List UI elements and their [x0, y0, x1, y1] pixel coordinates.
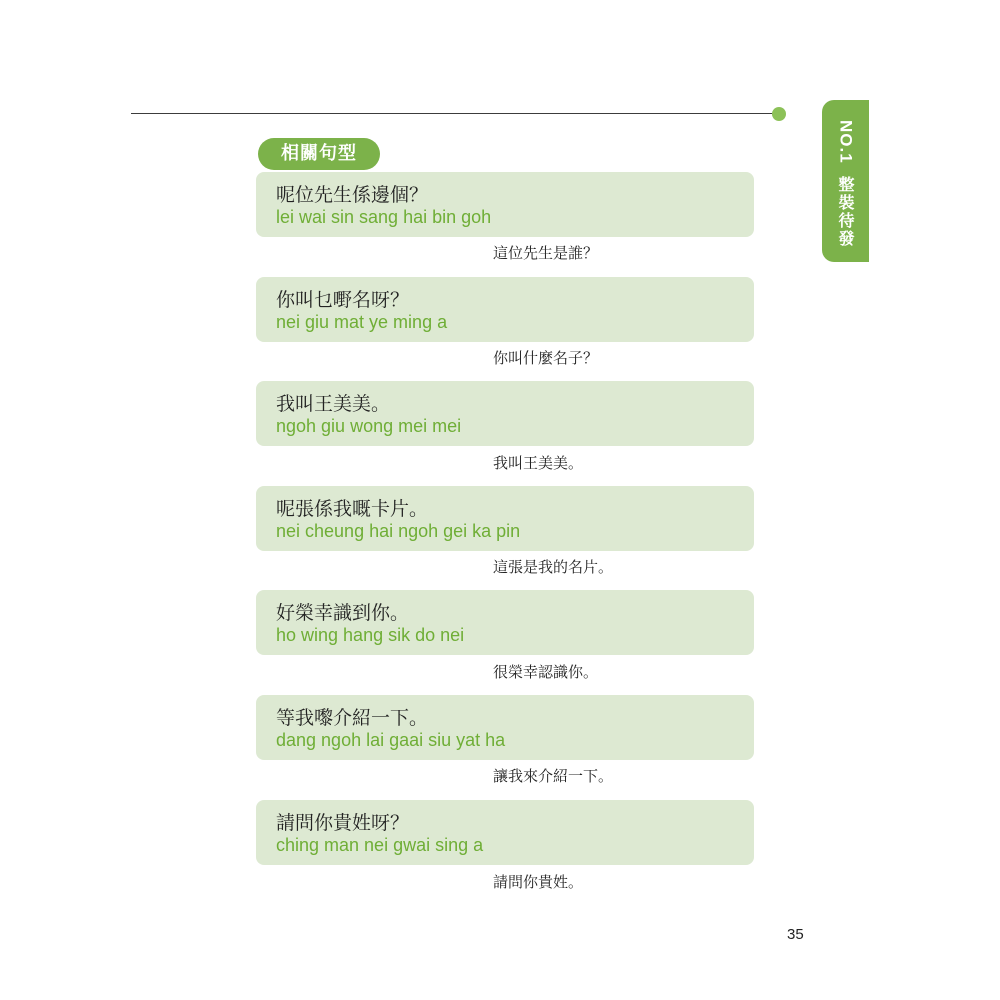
phrase-cantonese: 你叫乜嘢名呀？ [276, 289, 410, 311]
phrase-romanization: nei giu mat ye ming a [276, 312, 448, 332]
phrase-translation: 讓我來介紹一下。 [493, 767, 614, 785]
phrase-cantonese: 等我嚟介紹一下。 [276, 707, 429, 729]
phrase-romanization: lei wai sin sang hai bin goh [276, 207, 492, 227]
phrase-romanization: ngoh giu wong mei mei [276, 416, 462, 436]
phrase-cantonese: 呢張係我嘅卡片。 [276, 498, 429, 520]
phrase-card [256, 800, 754, 865]
phrase-card [256, 486, 754, 551]
phrase-translation: 我叫王美美。 [493, 454, 584, 472]
chapter-tab [822, 100, 869, 262]
chapter-number: NO.1 [836, 120, 856, 164]
phrase-romanization: dang ngoh lai gaai siu yat ha [276, 730, 506, 750]
phrase-card [256, 590, 754, 655]
phrase-romanization: ching man nei gwai sing a [276, 835, 484, 855]
chapter-title: 整裝待發 [836, 175, 855, 248]
section-label: 相關句型 [258, 138, 380, 170]
phrase-card [256, 277, 754, 342]
phrase-translation: 很榮幸認識你。 [493, 663, 599, 681]
header-rule [131, 113, 778, 114]
phrase-translation: 你叫什麼名子？ [493, 349, 599, 367]
phrase-cantonese: 呢位先生係邊個？ [276, 184, 429, 206]
page-number: 35 [787, 926, 804, 943]
header-rule-dot [772, 107, 786, 121]
phrase-translation: 這張是我的名片。 [493, 558, 614, 576]
phrase-cantonese: 請問你貴姓呀？ [276, 812, 410, 834]
phrase-translation: 這位先生是誰？ [493, 244, 599, 262]
phrase-romanization: nei cheung hai ngoh gei ka pin [276, 521, 521, 541]
phrase-card [256, 172, 754, 237]
phrase-card [256, 381, 754, 446]
phrase-cantonese: 好榮幸識到你。 [276, 602, 410, 624]
phrase-translation: 請問你貴姓。 [493, 873, 584, 891]
phrase-card [256, 695, 754, 760]
phrase-romanization: ho wing hang sik do nei [276, 625, 465, 645]
phrase-cantonese: 我叫王美美。 [276, 393, 391, 415]
